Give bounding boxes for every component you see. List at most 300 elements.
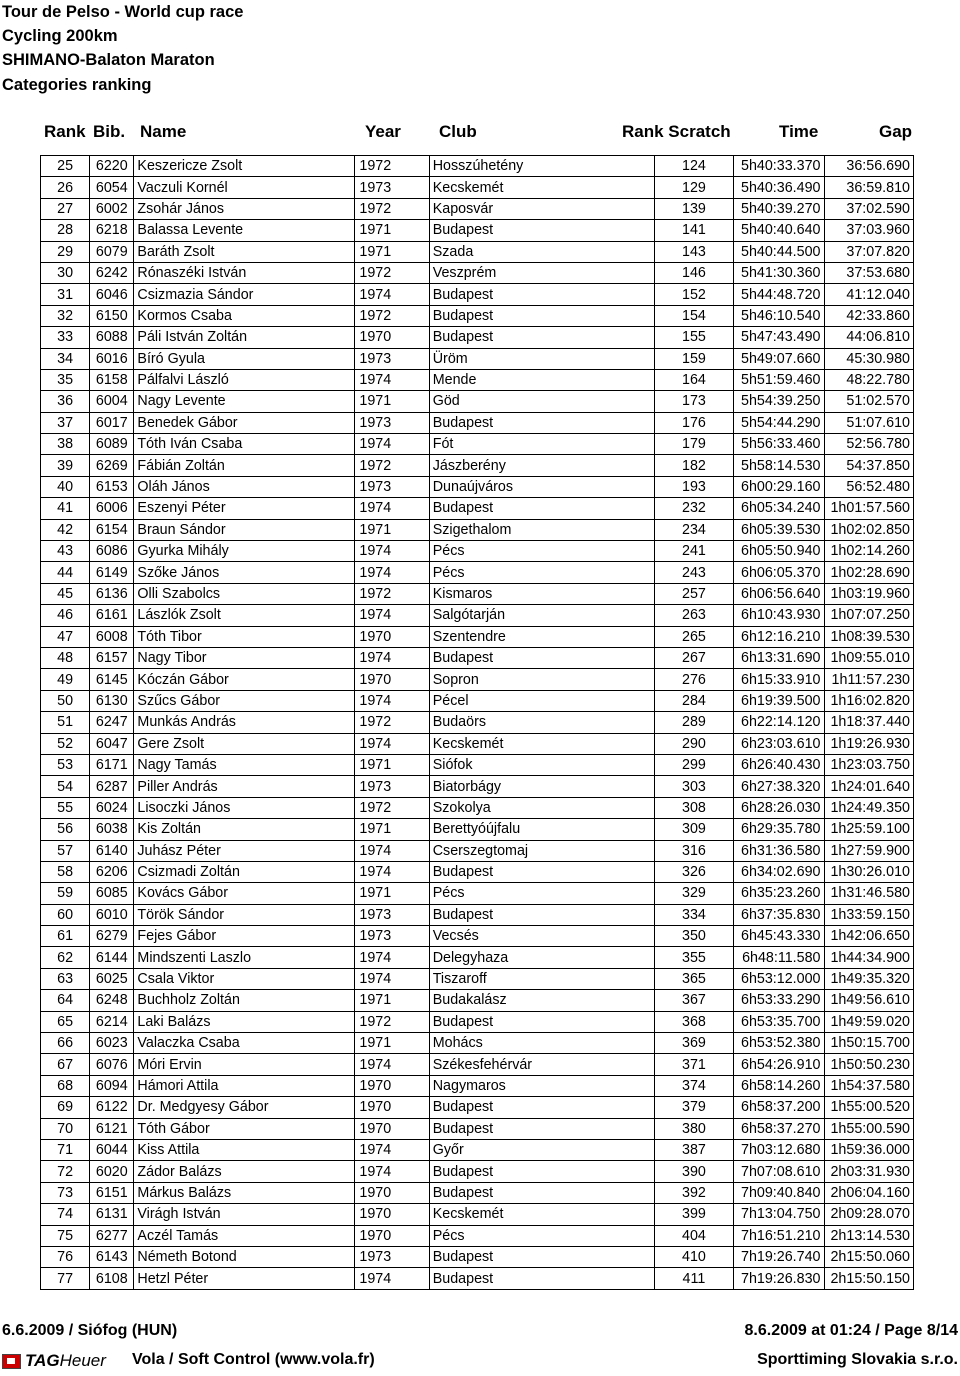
header-rank: Rank — [44, 122, 86, 141]
cell-rank: 56 — [41, 819, 90, 840]
cell-bib: 6154 — [90, 519, 134, 540]
cell-bib: 6121 — [90, 1118, 134, 1139]
cell-name: Gyurka Mihály — [134, 541, 355, 562]
cell-rank-scratch: 146 — [654, 262, 733, 283]
cell-year: 1973 — [355, 926, 429, 947]
cell-year: 1970 — [355, 1097, 429, 1118]
cell-name: Laki Balázs — [134, 1011, 355, 1032]
cell-year: 1973 — [355, 348, 429, 369]
cell-bib: 6002 — [90, 198, 134, 219]
table-row — [41, 241, 914, 262]
cell-gap: 1h16:02.820 — [824, 690, 913, 711]
cell-rank: 60 — [41, 904, 90, 925]
cell-year: 1970 — [355, 1182, 429, 1203]
cell-time: 6h58:37.200 — [734, 1097, 824, 1118]
cell-year: 1971 — [355, 1033, 429, 1054]
cell-time: 5h40:33.370 — [734, 156, 824, 177]
cell-rank: 46 — [41, 605, 90, 626]
cell-gap: 1h24:01.640 — [824, 776, 913, 797]
cell-name: Piller András — [134, 776, 355, 797]
cell-rank-scratch: 276 — [654, 669, 733, 690]
cell-rank: 30 — [41, 262, 90, 283]
table-row — [41, 262, 914, 283]
cell-rank-scratch: 232 — [654, 498, 733, 519]
table-row — [41, 348, 914, 369]
cell-time: 5h49:07.660 — [734, 348, 824, 369]
table-row — [41, 690, 914, 711]
table-row — [41, 797, 914, 818]
cell-rank-scratch: 329 — [654, 883, 733, 904]
cell-year: 1973 — [355, 776, 429, 797]
table-row — [41, 733, 914, 754]
cell-rank: 43 — [41, 541, 90, 562]
cell-name: Lisoczki János — [134, 797, 355, 818]
table-row — [41, 1225, 914, 1246]
cell-year: 1971 — [355, 391, 429, 412]
cell-club: Mohács — [429, 1033, 654, 1054]
cell-club: Delegyhaza — [429, 947, 654, 968]
cell-year: 1971 — [355, 241, 429, 262]
cell-bib: 6025 — [90, 968, 134, 989]
cell-gap: 1h27:59.900 — [824, 840, 913, 861]
cell-rank: 76 — [41, 1246, 90, 1267]
table-row — [41, 861, 914, 882]
cell-rank: 69 — [41, 1097, 90, 1118]
cell-gap: 1h44:34.900 — [824, 947, 913, 968]
cell-gap: 1h03:19.960 — [824, 583, 913, 604]
cell-name: Olli Szabolcs — [134, 583, 355, 604]
table-row — [41, 904, 914, 925]
cell-rank-scratch: 399 — [654, 1204, 733, 1225]
cell-name: Aczél Tamás — [134, 1225, 355, 1246]
cell-rank-scratch: 159 — [654, 348, 733, 369]
cell-bib: 6136 — [90, 583, 134, 604]
cell-rank: 62 — [41, 947, 90, 968]
cell-year: 1972 — [355, 305, 429, 326]
cell-bib: 6122 — [90, 1097, 134, 1118]
cell-gap: 51:02.570 — [824, 391, 913, 412]
cell-club: Budapest — [429, 1011, 654, 1032]
cell-gap: 36:56.690 — [824, 156, 913, 177]
cell-gap: 2h03:31.930 — [824, 1161, 913, 1182]
cell-rank-scratch: 309 — [654, 819, 733, 840]
cell-gap: 1h24:49.350 — [824, 797, 913, 818]
cell-year: 1973 — [355, 476, 429, 497]
cell-rank: 36 — [41, 391, 90, 412]
cell-bib: 6079 — [90, 241, 134, 262]
cell-name: Lászlók Zsolt — [134, 605, 355, 626]
cell-club: Budapest — [429, 305, 654, 326]
cell-rank: 32 — [41, 305, 90, 326]
cell-time: 5h56:33.460 — [734, 434, 824, 455]
cell-gap: 1h42:06.650 — [824, 926, 913, 947]
cell-bib: 6277 — [90, 1225, 134, 1246]
cell-time: 6h10:43.930 — [734, 605, 824, 626]
cell-rank-scratch: 164 — [654, 369, 733, 390]
cell-time: 5h47:43.490 — [734, 327, 824, 348]
cell-time: 6h00:29.160 — [734, 476, 824, 497]
cell-gap: 1h01:57.560 — [824, 498, 913, 519]
cell-rank-scratch: 410 — [654, 1246, 733, 1267]
cell-rank: 66 — [41, 1033, 90, 1054]
ranking-type: Categories ranking — [2, 75, 152, 94]
cell-rank: 47 — [41, 626, 90, 647]
cell-gap: 52:56.780 — [824, 434, 913, 455]
cell-rank-scratch: 326 — [654, 861, 733, 882]
cell-rank-scratch: 380 — [654, 1118, 733, 1139]
cell-gap: 1h49:59.020 — [824, 1011, 913, 1032]
cell-year: 1970 — [355, 1204, 429, 1225]
table-row — [41, 1033, 914, 1054]
header-rank-scratch: Rank Scratch — [622, 122, 731, 141]
cell-time: 7h03:12.680 — [734, 1139, 824, 1160]
cell-name: Juhász Péter — [134, 840, 355, 861]
cell-name: Csizmadi Zoltán — [134, 861, 355, 882]
cell-time: 6h23:03.610 — [734, 733, 824, 754]
cell-rank: 68 — [41, 1075, 90, 1096]
cell-rank-scratch: 263 — [654, 605, 733, 626]
table-row — [41, 840, 914, 861]
cell-name: Gere Zsolt — [134, 733, 355, 754]
cell-gap: 2h15:50.150 — [824, 1268, 913, 1289]
cell-bib: 6054 — [90, 177, 134, 198]
cell-time: 6h05:39.530 — [734, 519, 824, 540]
cell-club: Dunaújváros — [429, 476, 654, 497]
cell-gap: 1h50:15.700 — [824, 1033, 913, 1054]
cell-year: 1974 — [355, 733, 429, 754]
cell-rank-scratch: 368 — [654, 1011, 733, 1032]
cell-club: Szentendre — [429, 626, 654, 647]
cell-rank-scratch: 308 — [654, 797, 733, 818]
cell-time: 6h31:36.580 — [734, 840, 824, 861]
cell-gap: 1h30:26.010 — [824, 861, 913, 882]
cell-bib: 6144 — [90, 947, 134, 968]
cell-rank: 42 — [41, 519, 90, 540]
cell-bib: 6020 — [90, 1161, 134, 1182]
cell-bib: 6206 — [90, 861, 134, 882]
table-row — [41, 1182, 914, 1203]
cell-name: Fejes Gábor — [134, 926, 355, 947]
tagheuer-wordmark: TAGHeuer — [25, 1351, 106, 1370]
cell-rank: 57 — [41, 840, 90, 861]
cell-bib: 6047 — [90, 733, 134, 754]
cell-club: Biatorbágy — [429, 776, 654, 797]
cell-rank: 29 — [41, 241, 90, 262]
table-row — [41, 562, 914, 583]
cell-time: 6h58:14.260 — [734, 1075, 824, 1096]
cell-rank-scratch: 290 — [654, 733, 733, 754]
cell-bib: 6023 — [90, 1033, 134, 1054]
cell-gap: 37:02.590 — [824, 198, 913, 219]
cell-club: Siófok — [429, 754, 654, 775]
cell-rank: 39 — [41, 455, 90, 476]
cell-rank: 65 — [41, 1011, 90, 1032]
cell-name: Nagy Tamás — [134, 754, 355, 775]
table-row — [41, 391, 914, 412]
cell-time: 7h16:51.210 — [734, 1225, 824, 1246]
cell-year: 1972 — [355, 198, 429, 219]
cell-bib: 6086 — [90, 541, 134, 562]
cell-time: 5h54:39.250 — [734, 391, 824, 412]
table-row — [41, 1246, 914, 1267]
cell-year: 1972 — [355, 1011, 429, 1032]
header-name: Name — [140, 122, 187, 141]
cell-time: 6h26:40.430 — [734, 754, 824, 775]
cell-time: 6h06:56.640 — [734, 583, 824, 604]
cell-rank-scratch: 303 — [654, 776, 733, 797]
cell-club: Budapest — [429, 220, 654, 241]
cell-rank: 77 — [41, 1268, 90, 1289]
cell-bib: 6008 — [90, 626, 134, 647]
cell-club: Budapest — [429, 1182, 654, 1203]
cell-name: Dr. Medgyesy Gábor — [134, 1097, 355, 1118]
cell-rank-scratch: 392 — [654, 1182, 733, 1203]
table-row — [41, 305, 914, 326]
table-row — [41, 498, 914, 519]
cell-name: Kovács Gábor — [134, 883, 355, 904]
table-row — [41, 605, 914, 626]
cell-club: Vecsés — [429, 926, 654, 947]
cell-name: Tóth Tibor — [134, 626, 355, 647]
table-row — [41, 1011, 914, 1032]
cell-time: 6h53:35.700 — [734, 1011, 824, 1032]
cell-time: 5h40:36.490 — [734, 177, 824, 198]
cell-name: Móri Ervin — [134, 1054, 355, 1075]
cell-year: 1974 — [355, 562, 429, 583]
cell-time: 6h45:43.330 — [734, 926, 824, 947]
cell-time: 7h07:08.610 — [734, 1161, 824, 1182]
table-row — [41, 819, 914, 840]
cell-year: 1974 — [355, 690, 429, 711]
table-row — [41, 1097, 914, 1118]
cell-bib: 6017 — [90, 412, 134, 433]
cell-rank: 45 — [41, 583, 90, 604]
cell-gap: 54:37.850 — [824, 455, 913, 476]
results-table — [40, 155, 914, 1290]
cell-rank-scratch: 387 — [654, 1139, 733, 1160]
cell-year: 1974 — [355, 840, 429, 861]
table-row — [41, 947, 914, 968]
header-time: Time — [779, 122, 819, 141]
cell-name: Kormos Csaba — [134, 305, 355, 326]
table-row — [41, 369, 914, 390]
cell-club: Budapest — [429, 1246, 654, 1267]
table-row — [41, 198, 914, 219]
cell-rank-scratch: 193 — [654, 476, 733, 497]
cell-bib: 6046 — [90, 284, 134, 305]
title-block — [2, 0, 243, 97]
cell-club: Szokolya — [429, 797, 654, 818]
cell-club: Győr — [429, 1139, 654, 1160]
table-row — [41, 177, 914, 198]
cell-rank-scratch: 369 — [654, 1033, 733, 1054]
cell-year: 1972 — [355, 156, 429, 177]
cell-name: Zsohár János — [134, 198, 355, 219]
cell-club: Fót — [429, 434, 654, 455]
cell-rank-scratch: 267 — [654, 647, 733, 668]
cell-year: 1971 — [355, 990, 429, 1011]
cell-time: 6h54:26.910 — [734, 1054, 824, 1075]
cell-rank-scratch: 289 — [654, 712, 733, 733]
cell-rank: 55 — [41, 797, 90, 818]
cell-year: 1970 — [355, 626, 429, 647]
cell-gap: 37:03.960 — [824, 220, 913, 241]
tagheuer-shield-icon — [2, 1354, 21, 1369]
cell-rank-scratch: 143 — [654, 241, 733, 262]
cell-year: 1971 — [355, 519, 429, 540]
table-row — [41, 1268, 914, 1289]
cell-time: 6h06:05.370 — [734, 562, 824, 583]
cell-time: 5h40:44.500 — [734, 241, 824, 262]
cell-rank-scratch: 404 — [654, 1225, 733, 1246]
cell-rank-scratch: 154 — [654, 305, 733, 326]
cell-rank-scratch: 257 — [654, 583, 733, 604]
column-header-row — [40, 118, 913, 145]
cell-rank: 40 — [41, 476, 90, 497]
cell-name: Török Sándor — [134, 904, 355, 925]
table-row — [41, 669, 914, 690]
cell-rank: 27 — [41, 198, 90, 219]
cell-bib: 6145 — [90, 669, 134, 690]
cell-bib: 6016 — [90, 348, 134, 369]
cell-bib: 6140 — [90, 840, 134, 861]
race-subtitle: Cycling 200km — [2, 27, 118, 46]
cell-bib: 6151 — [90, 1182, 134, 1203]
cell-club: Pécs — [429, 1225, 654, 1246]
cell-time: 6h48:11.580 — [734, 947, 824, 968]
cell-club: Salgótarján — [429, 605, 654, 626]
cell-club: Budapest — [429, 412, 654, 433]
cell-year: 1974 — [355, 284, 429, 305]
cell-year: 1971 — [355, 754, 429, 775]
cell-name: Fábián Zoltán — [134, 455, 355, 476]
cell-rank: 72 — [41, 1161, 90, 1182]
cell-club: Kecskemét — [429, 733, 654, 754]
cell-rank: 73 — [41, 1182, 90, 1203]
cell-name: Tóth Gábor — [134, 1118, 355, 1139]
cell-club: Tiszaroff — [429, 968, 654, 989]
cell-bib: 6108 — [90, 1268, 134, 1289]
cell-gap: 1h19:26.930 — [824, 733, 913, 754]
cell-club: Üröm — [429, 348, 654, 369]
table-row — [41, 990, 914, 1011]
cell-rank-scratch: 234 — [654, 519, 733, 540]
cell-rank: 71 — [41, 1139, 90, 1160]
cell-bib: 6214 — [90, 1011, 134, 1032]
cell-time: 6h37:35.830 — [734, 904, 824, 925]
cell-time: 6h05:34.240 — [734, 498, 824, 519]
cell-rank: 52 — [41, 733, 90, 754]
cell-rank-scratch: 284 — [654, 690, 733, 711]
cell-year: 1972 — [355, 262, 429, 283]
cell-name: Szőke János — [134, 562, 355, 583]
cell-club: Berettyóújfalu — [429, 819, 654, 840]
cell-name: Buchholz Zoltán — [134, 990, 355, 1011]
cell-rank: 58 — [41, 861, 90, 882]
cell-gap: 1h55:00.590 — [824, 1118, 913, 1139]
cell-gap: 1h11:57.230 — [824, 669, 913, 690]
table-row — [41, 776, 914, 797]
cell-time: 5h44:48.720 — [734, 284, 824, 305]
cell-year: 1972 — [355, 455, 429, 476]
cell-gap: 56:52.480 — [824, 476, 913, 497]
cell-club: Budapest — [429, 1097, 654, 1118]
cell-time: 6h53:33.290 — [734, 990, 824, 1011]
header-club: Club — [439, 122, 477, 141]
cell-club: Hosszúhetény — [429, 156, 654, 177]
cell-rank-scratch: 176 — [654, 412, 733, 433]
cell-year: 1972 — [355, 797, 429, 818]
cell-name: Németh Botond — [134, 1246, 355, 1267]
cell-club: Pécel — [429, 690, 654, 711]
cell-club: Budapest — [429, 1268, 654, 1289]
cell-time: 7h19:26.740 — [734, 1246, 824, 1267]
table-row — [41, 647, 914, 668]
cell-name: Keszericze Zsolt — [134, 156, 355, 177]
cell-bib: 6010 — [90, 904, 134, 925]
cell-rank: 48 — [41, 647, 90, 668]
cell-club: Budapest — [429, 498, 654, 519]
cell-club: Kecskemét — [429, 177, 654, 198]
cell-gap: 37:07.820 — [824, 241, 913, 262]
cell-gap: 1h07:07.250 — [824, 605, 913, 626]
table-row — [41, 968, 914, 989]
cell-gap: 1h25:59.100 — [824, 819, 913, 840]
cell-rank: 64 — [41, 990, 90, 1011]
cell-rank: 31 — [41, 284, 90, 305]
cell-club: Pécs — [429, 562, 654, 583]
cell-time: 7h09:40.840 — [734, 1182, 824, 1203]
cell-bib: 6149 — [90, 562, 134, 583]
cell-bib: 6161 — [90, 605, 134, 626]
footer-date-place: 6.6.2009 / Siófog (HUN) — [2, 1322, 178, 1339]
cell-rank: 75 — [41, 1225, 90, 1246]
cell-rank-scratch: 316 — [654, 840, 733, 861]
footer-credits — [2, 1351, 958, 1373]
cell-year: 1971 — [355, 220, 429, 241]
cell-year: 1974 — [355, 1161, 429, 1182]
cell-name: Bíró Gyula — [134, 348, 355, 369]
cell-gap: 1h55:00.520 — [824, 1097, 913, 1118]
cell-time: 5h46:10.540 — [734, 305, 824, 326]
table-row — [41, 541, 914, 562]
cell-gap: 1h50:50.230 — [824, 1054, 913, 1075]
race-title: Tour de Pelso - World cup race — [2, 3, 244, 21]
cell-bib: 6044 — [90, 1139, 134, 1160]
cell-club: Székesfehérvár — [429, 1054, 654, 1075]
cell-rank: 26 — [41, 177, 90, 198]
cell-rank: 41 — [41, 498, 90, 519]
cell-club: Budapest — [429, 284, 654, 305]
cell-year: 1970 — [355, 1118, 429, 1139]
cell-bib: 6157 — [90, 647, 134, 668]
cell-rank-scratch: 350 — [654, 926, 733, 947]
table-row — [41, 327, 914, 348]
cell-time: 6h13:31.690 — [734, 647, 824, 668]
cell-time: 5h41:30.360 — [734, 262, 824, 283]
cell-rank-scratch: 355 — [654, 947, 733, 968]
cell-rank: 34 — [41, 348, 90, 369]
cell-time: 6h35:23.260 — [734, 883, 824, 904]
cell-name: Kiss Attila — [134, 1139, 355, 1160]
cell-name: Csizmazia Sándor — [134, 284, 355, 305]
cell-rank-scratch: 390 — [654, 1161, 733, 1182]
cell-bib: 6089 — [90, 434, 134, 455]
cell-club: Kaposvár — [429, 198, 654, 219]
cell-year: 1974 — [355, 968, 429, 989]
cell-rank-scratch: 139 — [654, 198, 733, 219]
table-row — [41, 412, 914, 433]
